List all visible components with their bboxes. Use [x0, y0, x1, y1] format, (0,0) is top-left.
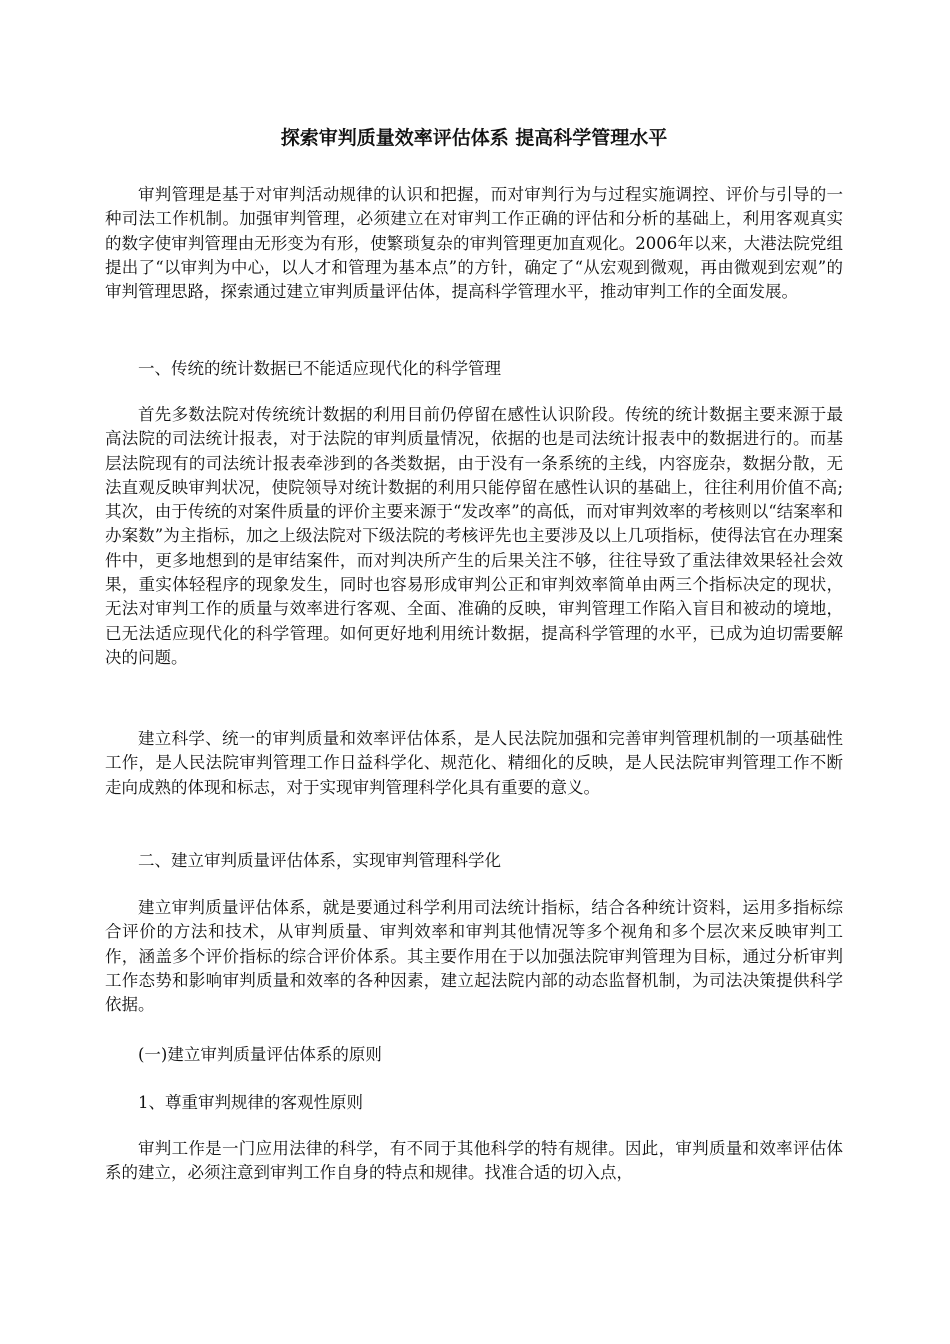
- paragraph-trial-rules: 审判工作是一门应用法律的科学，有不同于其他科学的特有规律。因此，审判质量和效率评估体系的建立，必须注意到审判工作自身的特点和规律。找准合适的切入点，: [105, 1139, 843, 1183]
- subsection-heading-principle-1: 1、尊重审判规律的客观性原则: [138, 1093, 363, 1112]
- subsection-heading-principles: (一)建立审判质量评估体系的原则: [138, 1045, 382, 1064]
- paragraph-traditional-statistics: 首先多数法院对传统统计数据的利用目前仍停留在感性认识阶段。传统的统计数据主要来源于最高法院的司法统计报表，对于法院的审判质量情况，依据的也是司法统计报表中的数据进行的。而基层法院现有的司法统计报表牵涉到的各类数据，由于没有一条系统的主线，内容庞杂，数据分散，无法直观反映审判状况，使院领导对统计数据的利用只能停留在感性认识的基础上，往往利用价值不高;其次，由于传统的对案件质量的评价主要来源于“发改率”的高低，而对审判效率的考核则以“结案率和办案数”为主指标，加之上级法院对下级法院的考核评先也主要涉及以上几项指标，使得法官在办理案件中，更多地想到的是审结案件，而对判决所产生的后果关注不够，往往导致了重法律效果轻社会效果，重实体轻程序的现象发生，同时也容易形成审判公正和审判效率简单由两三个指标决定的现状，无法对审判工作的质量与效率进行客观、全面、准确的反映，审判管理工作陷入盲目和被动的境地，已无法适应现代化的科学管理。如何更好地利用统计数据，提高科学管理的水平，已成为迫切需要解决的问题。: [105, 405, 843, 667]
- section-heading-2: 二、建立审判质量评估体系，实现审判管理科学化: [138, 851, 501, 870]
- section-heading-1: 一、传统的统计数据已不能适应现代化的科学管理: [138, 359, 501, 378]
- paragraph-intro: 审判管理是基于对审判活动规律的认识和把握，而对审判行为与过程实施调控、评价与引导的一种司法工作机制。加强审判管理，必须建立在对审判工作正确的评估和分析的基础上，利用客观真实的数字使审判管理由无形变为有形，使繁琐复杂的审判管理更加直观化。2006年以来，大港法院党组提出了“以审判为中心，以人才和管理为基本点”的方针，确定了“从宏观到微观，再由微观到宏观”的审判管理思路，探索通过建立审判质量评估体，提高科学管理水平，推动审判工作的全面发展。: [105, 185, 843, 302]
- document-title: 探索审判质量效率评估体系 提高科学管理水平: [280, 127, 668, 149]
- paragraph-evaluation-significance: 建立科学、统一的审判质量和效率评估体系，是人民法院加强和完善审判管理机制的一项基础性工作，是人民法院审判管理工作日益科学化、规范化、精细化的反映，是人民法院审判管理工作不断走向成熟的体现和标志，对于实现审判管理科学化具有重要的意义。: [105, 729, 843, 797]
- paragraph-evaluation-system: 建立审判质量评估体系，就是要通过科学利用司法统计指标，结合各种统计资料，运用多指标综合评价的方法和技术，从审判质量、审判效率和审判其他情况等多个视角和多个层次来反映审判工作，涵盖多个评价指标的综合评价体系。其主要作用在于以加强法院审判管理为目标，通过分析审判工作态势和影响审判质量和效率的各种因素，建立起法院内部的动态监督机制，为司法决策提供科学依据。: [105, 898, 843, 1015]
